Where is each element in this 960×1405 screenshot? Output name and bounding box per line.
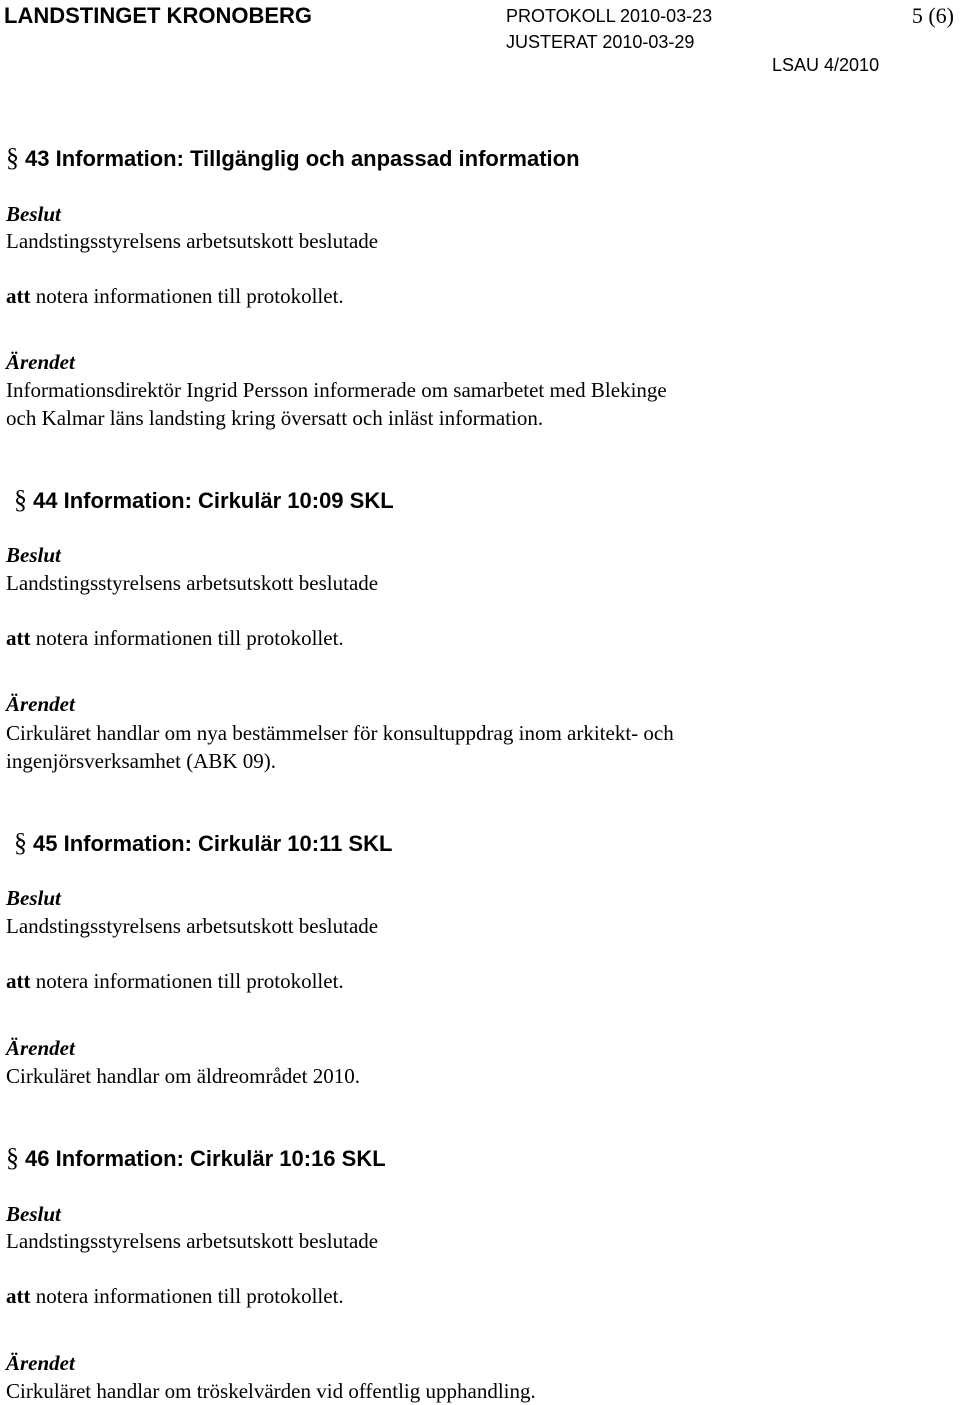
matter-line: Cirkuläret handlar om nya bestämmelser för konsultuppdrag inom arkitekt- och: [6, 721, 674, 745]
matter-line: Cirkuläret handlar om äldreområdet 2010.: [6, 1064, 360, 1088]
section-sign: §: [14, 485, 27, 514]
decision-label: Beslut: [6, 543, 61, 567]
matter-line: och Kalmar läns landsting kring översatt och inläst information.: [6, 406, 544, 430]
matter-line: Informationsdirektör Ingrid Persson informerade om samarbetet med Blekinge: [6, 378, 667, 402]
att-word: att: [6, 626, 31, 650]
item-title-text: 43 Information: Tillgänglig och anpassad information: [25, 146, 580, 171]
decision-label: Beslut: [6, 886, 61, 910]
decision-text: Landstingsstyrelsens arbetsutskott beslutade: [6, 1229, 379, 1253]
decision-statement: [6, 624, 344, 652]
matter-label: Ärendet: [6, 1351, 75, 1375]
decision-statement-text: notera informationen till protokollet.: [35, 626, 344, 650]
adjusted-date: JUSTERAT 2010-03-29: [506, 32, 695, 52]
decision-statement-text: notera informationen till protokollet.: [35, 284, 344, 308]
matter-label: Ärendet: [6, 350, 75, 374]
decision-label: Beslut: [6, 1202, 61, 1226]
decision-text: Landstingsstyrelsens arbetsutskott beslutade: [6, 229, 379, 253]
matter-line: Cirkuläret handlar om tröskelvärden vid offentlig upphandling.: [6, 1379, 536, 1403]
decision-statement-text: notera informationen till protokollet.: [35, 1284, 344, 1308]
matter-line: ingenjörsverksamhet (ABK 09).: [6, 749, 277, 773]
protocol-dates: [506, 3, 712, 55]
decision-text: Landstingsstyrelsens arbetsutskott beslutade: [6, 914, 379, 938]
decision-statement: [6, 1282, 344, 1310]
item-title: [6, 1143, 386, 1173]
protocol-date: PROTOKOLL 2010-03-23: [506, 6, 713, 26]
att-word: att: [6, 1284, 31, 1308]
page-number: 5 (6): [911, 3, 954, 28]
page-header: [0, 0, 960, 80]
decision-label: Beslut: [6, 202, 61, 226]
item-title-text: 44 Information: Cirkulär 10:09 SKL: [33, 488, 394, 513]
decision-statement: [6, 282, 344, 310]
section-sign: §: [6, 1143, 19, 1172]
matter-label: Ärendet: [6, 692, 75, 716]
item-title-text: 45 Information: Cirkulär 10:11 SKL: [33, 831, 393, 856]
section-sign: §: [6, 143, 19, 172]
decision-text: Landstingsstyrelsens arbetsutskott beslutade: [6, 571, 379, 595]
section-sign: §: [14, 828, 27, 857]
item-title: [14, 828, 392, 858]
item-title: [14, 485, 394, 515]
decision-statement: [6, 967, 344, 995]
item-title: [6, 143, 580, 173]
att-word: att: [6, 969, 31, 993]
item-title-text: 46 Information: Cirkulär 10:16 SKL: [25, 1146, 386, 1171]
document-reference: LSAU 4/2010: [772, 55, 880, 75]
matter-label: Ärendet: [6, 1036, 75, 1060]
organization-name: LANDSTINGET KRONOBERG: [4, 3, 312, 28]
att-word: att: [6, 284, 31, 308]
decision-statement-text: notera informationen till protokollet.: [35, 969, 344, 993]
